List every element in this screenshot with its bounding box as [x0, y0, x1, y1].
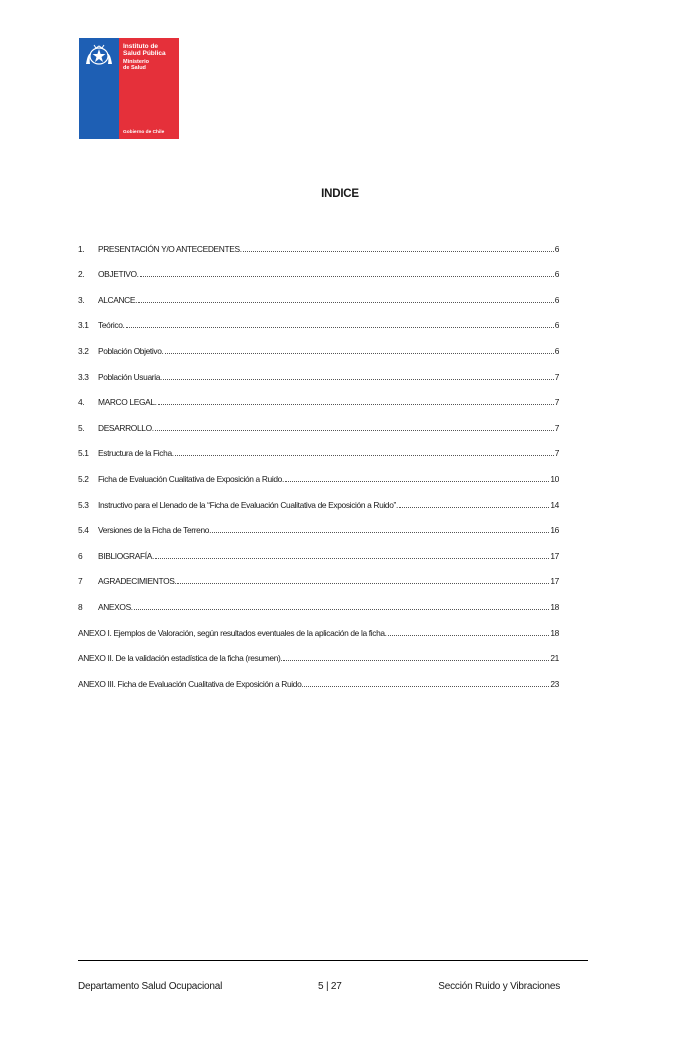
table-of-contents: [78, 228, 559, 689]
toc-entry-title: Teórico.: [98, 320, 125, 331]
logo-red-panel: [119, 38, 179, 139]
logo-text-line4: de Salud: [123, 65, 146, 71]
toc-entry-page: 6: [554, 294, 559, 305]
toc-entry-number: 4.: [78, 397, 85, 408]
footer-page-number: 5 | 27: [318, 981, 342, 992]
toc-dot-leader: [134, 608, 550, 610]
toc-entry[interactable]: [78, 305, 559, 331]
toc-entry-page: 17: [550, 576, 559, 587]
footer-divider: [78, 960, 588, 961]
logo-footer-text: Gobierno de Chile: [123, 130, 165, 135]
toc-entry-page: 10: [550, 473, 559, 484]
toc-entry-number: 5.: [78, 422, 85, 433]
toc-dot-leader: [177, 582, 549, 584]
toc-entry-number: 5.3: [78, 499, 89, 510]
toc-entry-number: 2.: [78, 269, 85, 280]
toc-entry-number: 1.: [78, 243, 85, 254]
toc-entry[interactable]: [78, 484, 559, 510]
toc-entry-number: 5.1: [78, 448, 89, 459]
toc-dot-leader: [399, 506, 549, 508]
logo-blue-panel: [79, 38, 119, 139]
toc-entry[interactable]: [78, 407, 559, 433]
toc-entry[interactable]: [78, 561, 559, 587]
toc-entry-number: 7: [78, 576, 83, 587]
toc-entry-number: 3.: [78, 294, 85, 305]
toc-entry-page: 14: [550, 499, 559, 510]
toc-entry-title: Instructivo para el Llenado de la “Ficha de Evaluación Cualitativa de Exposición a Ruido”.: [98, 499, 398, 510]
toc-entry[interactable]: [78, 382, 559, 408]
toc-entry-page: 6: [554, 320, 559, 331]
toc-dot-leader: [283, 659, 549, 661]
toc-entry[interactable]: [78, 356, 559, 382]
toc-dot-leader: [388, 634, 550, 636]
toc-dot-leader: [138, 301, 554, 303]
toc-entry-page: 21: [550, 653, 559, 664]
footer-department: Departamento Salud Ocupacional: [78, 981, 223, 992]
toc-entry-title: OBJETIVO.: [98, 269, 139, 280]
toc-entry[interactable]: [78, 612, 559, 638]
toc-entry[interactable]: [78, 228, 559, 254]
toc-dot-leader: [163, 378, 554, 380]
toc-entry-number: 3.1: [78, 320, 89, 331]
toc-entry-title: MARCO LEGAL.: [98, 397, 157, 408]
toc-entry-page: 7: [554, 422, 559, 433]
toc-entry-title: ANEXO I. Ejemplos de Valoración, según resultados eventuales de la aplicación de la ficha.: [78, 627, 387, 638]
toc-dot-leader: [243, 250, 554, 252]
toc-entry-title: Estructura de la Ficha.: [98, 448, 174, 459]
logo-text-line1: Instituto de: [123, 43, 159, 50]
toc-entry-page: 7: [554, 371, 559, 382]
toc-entry[interactable]: [78, 433, 559, 459]
toc-entry[interactable]: [78, 330, 559, 356]
page-title: INDICE: [321, 188, 359, 200]
toc-entry-number: 5.2: [78, 473, 89, 484]
toc-dot-leader: [304, 685, 549, 687]
toc-entry-number: 8: [78, 601, 83, 612]
toc-entry-page: 7: [554, 397, 559, 408]
toc-entry-title: Ficha de Evaluación Cualitativa de Exposición a Ruido.: [98, 473, 284, 484]
toc-entry-title: DESARROLLO.: [98, 422, 154, 433]
toc-dot-leader: [285, 480, 549, 482]
toc-entry-title: Versiones de la Ficha de Terreno.: [98, 525, 212, 536]
toc-entry-title: ANEXO III. Ficha de Evaluación Cualitativa de Exposición a Ruido.: [78, 678, 304, 689]
toc-entry-page: 23: [550, 678, 559, 689]
toc-entry-title: AGRADECIMIENTOS.: [98, 576, 177, 587]
footer-section: Sección Ruido y Vibraciones: [438, 981, 560, 992]
toc-entry-page: 16: [550, 525, 559, 536]
toc-entry[interactable]: [78, 586, 559, 612]
institution-logo: [79, 38, 179, 139]
toc-dot-leader: [140, 275, 554, 277]
toc-entry-title: Población Objetivo.: [98, 345, 164, 356]
logo-text-line3: Ministerio: [123, 59, 149, 65]
toc-entry-number: 3.3: [78, 371, 89, 382]
toc-dot-leader: [126, 326, 554, 328]
toc-entry[interactable]: [78, 510, 559, 536]
logo-text-line2: Salud Pública: [123, 50, 166, 57]
toc-dot-leader: [158, 403, 554, 405]
toc-dot-leader: [212, 531, 549, 533]
toc-entry-page: 18: [550, 601, 559, 612]
toc-dot-leader: [175, 454, 554, 456]
chile-coat-of-arms-icon: [83, 42, 115, 68]
toc-dot-leader: [165, 352, 554, 354]
toc-entry[interactable]: [78, 638, 559, 664]
toc-entry-title: BIBLIOGRAFÍA.: [98, 550, 154, 561]
toc-entry[interactable]: [78, 279, 559, 305]
toc-entry-number: 6: [78, 550, 83, 561]
toc-entry-title: Población Usuaria.: [98, 371, 162, 382]
toc-dot-leader: [155, 557, 549, 559]
toc-entry-page: 6: [554, 269, 559, 280]
toc-entry-title: ANEXO II. De la validación estadística de la ficha (resumen).: [78, 653, 283, 664]
toc-entry-page: 7: [554, 448, 559, 459]
toc-entry[interactable]: [78, 663, 559, 689]
toc-entry-page: 17: [550, 550, 559, 561]
toc-entry[interactable]: [78, 254, 559, 280]
toc-entry[interactable]: [78, 458, 559, 484]
toc-entry-number: 5.4: [78, 525, 89, 536]
toc-entry-page: 6: [554, 243, 559, 254]
toc-dot-leader: [155, 429, 554, 431]
toc-entry-page: 6: [554, 345, 559, 356]
toc-entry-page: 18: [550, 627, 559, 638]
toc-entry-title: PRESENTACIÓN Y/O ANTECEDENTES.: [98, 243, 242, 254]
toc-entry-title: ALCANCE.: [98, 294, 138, 305]
toc-entry-title: ANEXOS.: [98, 601, 133, 612]
toc-entry-number: 3.2: [78, 345, 89, 356]
toc-entry[interactable]: [78, 535, 559, 561]
